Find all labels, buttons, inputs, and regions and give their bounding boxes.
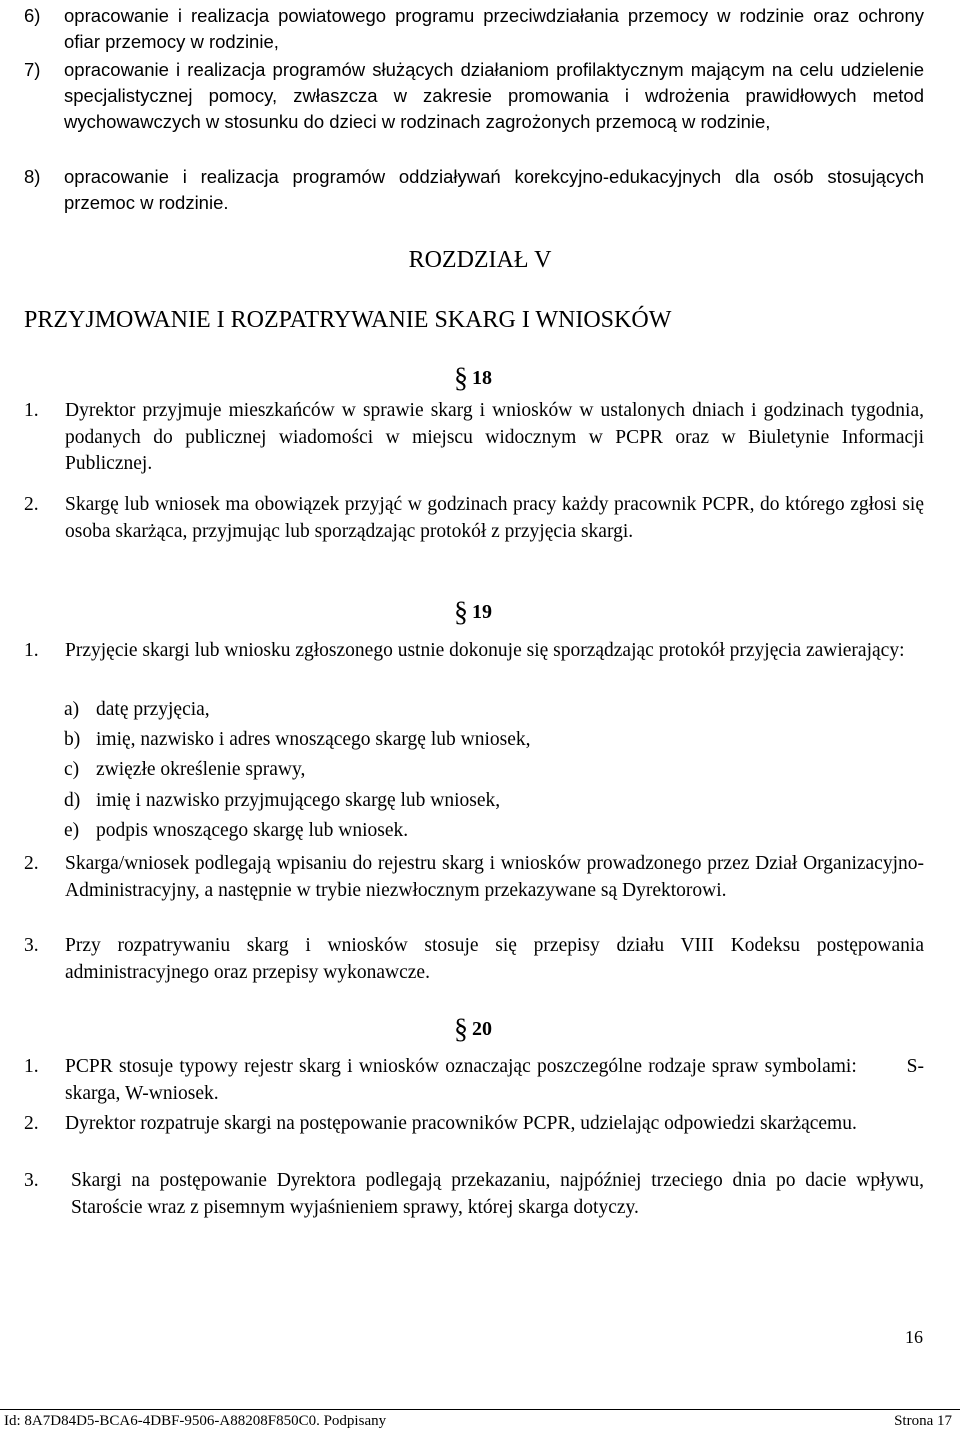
list-item-text: opracowanie i realizacja programów oddziaływań korekcyjno-edukacyjnych dla osób stosujących przemoc w rodzinie. bbox=[64, 166, 924, 213]
section-heading bbox=[454, 1011, 492, 1043]
sub-list-text: imię i nazwisko przyjmującego skargę lub wniosek, bbox=[96, 790, 501, 811]
footer-divider bbox=[0, 1409, 960, 1410]
list-item-text: Dyrektor przyjmuje mieszkańców w sprawie skarg i wniosków w ustalonych dniach i godzinach tygodnia, podanych do publicznej wiadomości w miejscu widocznym w PCPR oraz w Biuletynie Informacji Publicznej. bbox=[65, 400, 924, 474]
section-number: 20 bbox=[472, 1018, 492, 1040]
section-number: 19 bbox=[472, 601, 492, 623]
sub-list-item bbox=[64, 757, 305, 783]
page-number: 16 bbox=[905, 1327, 923, 1347]
list-item-text: PCPR stosuje typowy rejestr skarg i wniosków oznaczając poszczególne rodzaje spraw symbolami: S-skarga, W-wniosek. bbox=[65, 1056, 924, 1104]
list-item bbox=[24, 1054, 924, 1107]
list-item-number: 8) bbox=[24, 166, 41, 187]
list-item-number: 1. bbox=[24, 1056, 39, 1077]
list-item-text: Skarga/wniosek podlegają wpisaniu do rejestru skarg i wniosków prowadzonego przez Dział Organizacyjno-Administracyjny, a następnie w trybie niezwłocznym przekazywane są Dyrektorowi. bbox=[65, 853, 924, 901]
section-symbol: § bbox=[454, 597, 468, 628]
sub-list-item bbox=[64, 788, 500, 814]
sub-list-text: zwięzłe określenie sprawy, bbox=[96, 759, 306, 780]
section-heading bbox=[454, 360, 492, 392]
list-item bbox=[24, 638, 924, 665]
sub-list-item bbox=[64, 818, 408, 844]
list-item-number: 1. bbox=[24, 400, 39, 421]
list-item-number: 3. bbox=[24, 1170, 39, 1191]
list-item bbox=[24, 398, 924, 478]
list-item bbox=[24, 851, 924, 904]
list-item-text: opracowanie i realizacja programów służących działaniom profilaktycznym mającym na celu udzielenie specjalistycznej pomocy, zwłaszcza w zakresie promowania i wdrożenia prawidłowych metod wychowawczych w stosunku do dzieci w rodzinach zagrożonych przemocą w rodzinie, bbox=[64, 59, 924, 132]
sub-list-text: datę przyjęcia, bbox=[96, 699, 210, 720]
sub-list-letter: e) bbox=[64, 820, 80, 841]
list-item-number: 7) bbox=[24, 59, 41, 80]
sub-list-item bbox=[64, 697, 210, 723]
list-item-text: opracowanie i realizacja powiatowego programu przeciwdziałania przemocy w rodzinie oraz ochrony ofiar przemocy w rodzinie, bbox=[64, 5, 924, 52]
list-item-number: 6) bbox=[24, 5, 41, 26]
list-item-text: Dyrektor rozpatruje skargi na postępowanie pracowników PCPR, udzielając odpowiedzi skarżącemu. bbox=[65, 1113, 857, 1134]
list-item-number: 1. bbox=[24, 640, 39, 661]
list-item bbox=[24, 492, 924, 545]
footer-document-id: Id: 8A7D84D5-BCA6-4DBF-9506-A88208F850C0. Podpisany bbox=[4, 1413, 387, 1429]
list-item-number: 3. bbox=[24, 935, 39, 956]
list-item bbox=[24, 1168, 924, 1221]
list-item bbox=[24, 933, 924, 986]
chapter-title: ROZDZIAŁ V bbox=[408, 247, 552, 273]
sub-list-letter: c) bbox=[64, 759, 80, 780]
list-item-number: 2. bbox=[24, 1113, 39, 1134]
list-item-number: 2. bbox=[24, 494, 39, 515]
sub-list-text: podpis wnoszącego skargę lub wniosek. bbox=[96, 820, 409, 841]
list-item-number: 2. bbox=[24, 853, 39, 874]
list-item-text: Skargę lub wniosek ma obowiązek przyjąć w godzinach pracy każdy pracownik PCPR, do którego zgłosi się osoba skarżąca, przyjmując lub sporządzając protokół z przyjęcia skargi. bbox=[65, 494, 924, 542]
sub-list-item bbox=[64, 727, 530, 753]
list-item bbox=[24, 3, 924, 55]
chapter-subtitle: PRZYJMOWANIE I ROZPATRYWANIE SKARG I WNIOSKÓW bbox=[24, 307, 672, 333]
section-number: 18 bbox=[472, 367, 492, 389]
list-item bbox=[24, 1111, 924, 1138]
list-item-text: Przyjęcie skargi lub wniosku zgłoszonego ustnie dokonuje się sporządzając protokół przyjęcia zawierający: bbox=[65, 640, 905, 661]
sub-list-text: imię, nazwisko i adres wnoszącego skargę lub wniosek, bbox=[96, 729, 531, 750]
sub-list-letter: d) bbox=[64, 790, 81, 811]
sub-list-letter: a) bbox=[64, 699, 80, 720]
list-item bbox=[24, 57, 924, 135]
list-item-text: Przy rozpatrywaniu skarg i wniosków stosuje się przepisy działu VIII Kodeksu postępowania administracyjnego oraz przepisy wykonawcze. bbox=[65, 935, 924, 983]
section-symbol: § bbox=[454, 363, 468, 394]
section-symbol: § bbox=[454, 1014, 468, 1045]
section-heading bbox=[454, 594, 492, 626]
list-item-text: Skargi na postępowanie Dyrektora podlegają przekazaniu, najpóźniej trzeciego dnia po dacie wpływu, Staroście wraz z pisemnym wyjaśnieniem sprawy, której skarga dotyczy. bbox=[71, 1170, 924, 1218]
footer-page-label: Strona 17 bbox=[894, 1413, 952, 1429]
list-item bbox=[24, 164, 924, 216]
sub-list-letter: b) bbox=[64, 729, 81, 750]
